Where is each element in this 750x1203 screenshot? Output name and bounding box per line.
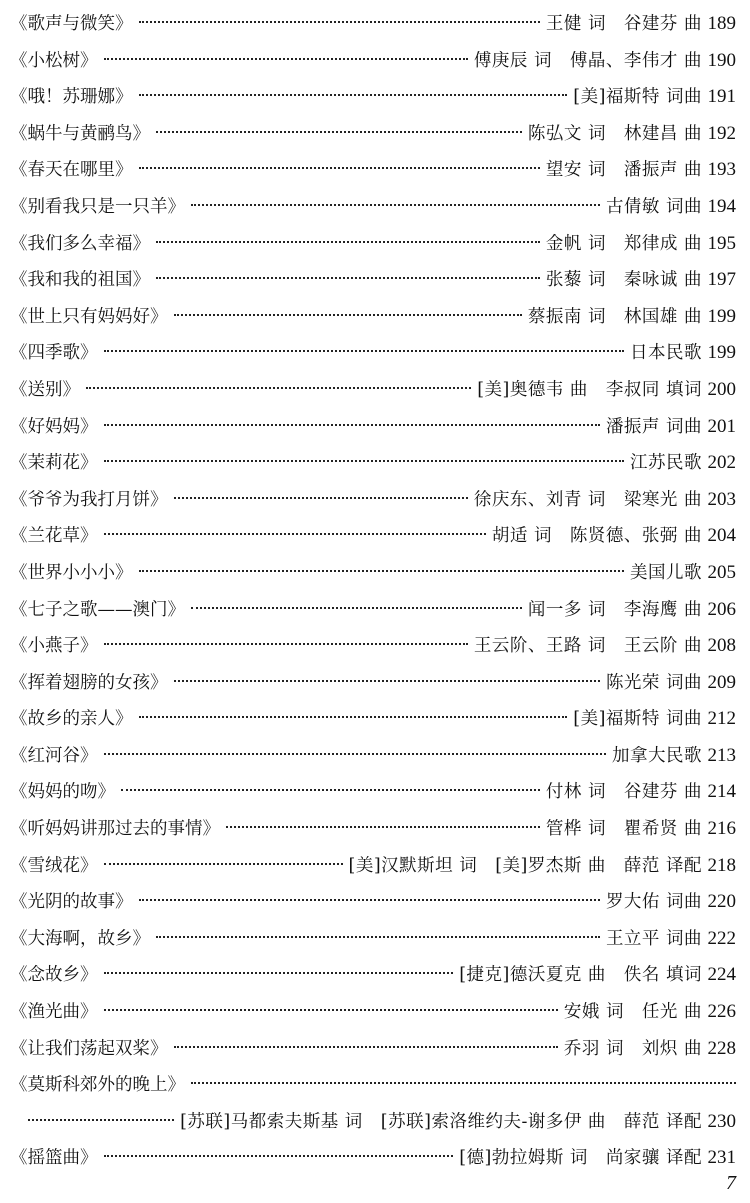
toc-entry	[10, 299, 736, 336]
dot-leader	[156, 131, 522, 133]
page-ref: 193	[707, 159, 736, 181]
page-ref: 222	[707, 927, 736, 949]
toc-entry	[10, 1067, 736, 1104]
song-credit: 陈弘文 词 林建昌 曲	[527, 123, 702, 144]
song-title: 《我和我的祖国》	[10, 270, 150, 291]
toc-entry	[10, 6, 736, 43]
dot-leader	[104, 1009, 558, 1011]
page-number: 7	[726, 1172, 736, 1194]
song-title: 《世界小小小》	[10, 562, 133, 583]
dot-leader	[104, 643, 468, 645]
toc-entry	[10, 445, 736, 482]
toc-entry	[10, 701, 736, 738]
toc-entry	[10, 994, 736, 1031]
song-credit: [捷克]德沃夏克 曲 佚名 填词	[459, 965, 702, 986]
page-ref: 204	[707, 525, 736, 547]
song-credit: 安娥 词 任光 曲	[563, 1002, 702, 1023]
dot-leader	[226, 826, 540, 828]
song-credit: 付林 词 谷建芬 曲	[545, 782, 702, 803]
song-credit: 金帆 词 郑律成 曲	[545, 233, 702, 254]
page-ref: 200	[707, 378, 736, 400]
toc-entry	[10, 811, 736, 848]
dot-leader	[139, 899, 600, 901]
toc-entry	[10, 226, 736, 263]
dot-leader	[156, 936, 600, 938]
page-ref: 194	[707, 195, 736, 217]
dot-leader	[191, 1082, 736, 1084]
song-title: 《哦！苏珊娜》	[10, 87, 133, 108]
dot-leader	[139, 94, 568, 96]
toc-entry	[10, 482, 736, 519]
page-ref: 201	[707, 415, 736, 437]
toc-entry	[10, 518, 736, 555]
song-title: 《送别》	[10, 379, 80, 400]
page-ref: 195	[707, 232, 736, 254]
song-credit: 王健 词 谷建芬 曲	[545, 14, 702, 34]
song-credit: 胡适 词 陈贤德、张弼 曲	[491, 526, 702, 547]
song-title: 《小松树》	[10, 50, 98, 71]
song-title: 《摇篮曲》	[10, 1148, 98, 1169]
dot-leader	[121, 789, 540, 791]
dot-leader	[174, 1046, 558, 1048]
dot-leader	[174, 680, 600, 682]
page-ref: 228	[707, 1037, 736, 1059]
song-title: 《听妈妈讲那过去的事情》	[10, 819, 220, 840]
song-title: 《兰花草》	[10, 526, 98, 547]
toc-entry	[10, 116, 736, 153]
song-title: 《渔光曲》	[10, 1002, 98, 1023]
song-credit: 管桦 词 瞿希贤 曲	[545, 819, 702, 840]
page-ref: 218	[707, 854, 736, 876]
song-title: 《红河谷》	[10, 745, 98, 766]
song-title: 《四季歌》	[10, 343, 98, 364]
page-ref: 231	[707, 1147, 736, 1169]
page-ref: 214	[707, 781, 736, 803]
dot-leader	[191, 204, 600, 206]
song-credit: 王立平 词曲	[605, 928, 702, 949]
page-ref: 202	[707, 452, 736, 474]
song-title: 《光阴的故事》	[10, 892, 133, 913]
table-of-contents	[10, 6, 736, 1177]
page-ref: 230	[707, 1110, 736, 1132]
toc-entry	[10, 262, 736, 299]
song-credit: 蔡振南 词 林国雄 曲	[527, 306, 702, 327]
song-credit: 陈光荣 词曲	[605, 672, 702, 693]
page-ref: 199	[707, 342, 736, 364]
toc-entry	[10, 189, 736, 226]
page-ref: 212	[707, 708, 736, 730]
song-title: 《莫斯科郊外的晚上》	[10, 1075, 185, 1096]
song-credit: [苏联]马都索夫斯基 词 [苏联]索洛维约夫-谢多伊 曲 薛范 译配	[180, 1111, 702, 1132]
song-credit: 日本民歌	[630, 343, 702, 364]
song-credit: 美国儿歌	[630, 562, 702, 583]
song-title: 《爷爷为我打月饼》	[10, 489, 168, 510]
dot-leader	[104, 753, 607, 755]
dot-leader	[104, 58, 468, 60]
toc-entry	[10, 1140, 736, 1177]
toc-entry	[10, 43, 736, 80]
page-ref: 189	[707, 13, 736, 34]
toc-entry	[10, 848, 736, 885]
dot-leader	[139, 21, 540, 23]
song-credit: 闻一多 词 李海鹰 曲	[527, 599, 702, 620]
song-credit: 潘振声 词曲	[605, 416, 702, 437]
dot-leader	[174, 497, 468, 499]
song-title: 《茉莉花》	[10, 453, 98, 474]
dot-leader	[104, 972, 454, 974]
dot-leader	[139, 716, 568, 718]
song-credit: 张藜 词 秦咏诚 曲	[545, 270, 702, 291]
song-credit: [美]汉默斯坦 词 [美]罗杰斯 曲 薛范 译配	[348, 855, 702, 876]
dot-leader	[86, 387, 471, 389]
song-title: 《春天在哪里》	[10, 160, 133, 181]
page-ref: 213	[707, 744, 736, 766]
page-ref: 226	[707, 1001, 736, 1023]
song-credit: 乔羽 词 刘炽 曲	[563, 1038, 702, 1059]
song-credit: 江苏民歌	[630, 453, 702, 474]
dot-leader	[174, 314, 522, 316]
toc-entry	[10, 921, 736, 958]
page-ref: 208	[707, 635, 736, 657]
page-ref: 209	[707, 671, 736, 693]
toc-entry	[10, 884, 736, 921]
song-title: 《挥着翅膀的女孩》	[10, 672, 168, 693]
dot-leader	[104, 350, 625, 352]
toc-entry	[10, 592, 736, 629]
dot-leader	[156, 241, 540, 243]
page-ref: 224	[707, 964, 736, 986]
song-title: 《雪绒花》	[10, 855, 98, 876]
toc-entry	[10, 1031, 736, 1068]
toc-entry	[10, 555, 736, 592]
page-ref: 191	[707, 86, 736, 108]
toc-entry	[10, 335, 736, 372]
page-ref: 206	[707, 598, 736, 620]
page-ref: 203	[707, 488, 736, 510]
song-title: 《七子之歌——澳门》	[10, 599, 185, 620]
toc-entry	[10, 628, 736, 665]
toc-entry	[10, 152, 736, 189]
song-title: 《好妈妈》	[10, 416, 98, 437]
page-ref: 197	[707, 269, 736, 291]
song-credit: 古倩敏 词曲	[605, 196, 702, 217]
song-title: 《大海啊，故乡》	[10, 928, 150, 949]
song-title: 《妈妈的吻》	[10, 782, 115, 803]
song-credit: 望安 词 潘振声 曲	[545, 160, 702, 181]
song-title: 《念故乡》	[10, 965, 98, 986]
dot-leader	[104, 460, 625, 462]
song-credit: 罗大佑 词曲	[605, 892, 702, 913]
dot-leader	[104, 424, 600, 426]
song-credit: 加拿大民歌	[612, 745, 702, 766]
song-credit: [德]勃拉姆斯 词 尚家骧 译配	[459, 1148, 702, 1169]
song-title: 《歌声与微笑》	[10, 14, 133, 34]
song-credit: [美]福斯特 词曲	[573, 709, 702, 730]
song-credit: [美]福斯特 词曲	[573, 87, 702, 108]
song-title: 《别看我只是一只羊》	[10, 196, 185, 217]
toc-entry	[10, 1104, 736, 1141]
song-title: 《小燕子》	[10, 636, 98, 657]
toc-entry	[10, 774, 736, 811]
toc-entry	[10, 738, 736, 775]
page-ref: 220	[707, 891, 736, 913]
dot-leader	[104, 1155, 454, 1157]
song-title: 《蜗牛与黄鹂鸟》	[10, 123, 150, 144]
song-credit: 傅庚辰 词 傅晶、李伟才 曲	[473, 50, 702, 71]
page-ref: 199	[707, 305, 736, 327]
page-ref: 205	[707, 561, 736, 583]
toc-entry	[10, 79, 736, 116]
dot-leader	[104, 533, 486, 535]
page-ref: 216	[707, 818, 736, 840]
song-credit: 王云阶、王路 词 王云阶 曲	[473, 636, 702, 657]
page-ref: 192	[707, 122, 736, 144]
dot-leader	[28, 1119, 174, 1121]
dot-leader	[139, 570, 625, 572]
song-title: 《世上只有妈妈好》	[10, 306, 168, 327]
toc-entry	[10, 957, 736, 994]
toc-entry	[10, 665, 736, 702]
dot-leader	[191, 607, 522, 609]
song-title: 《故乡的亲人》	[10, 709, 133, 730]
page-ref: 190	[707, 49, 736, 71]
song-title: 《让我们荡起双桨》	[10, 1038, 168, 1059]
dot-leader	[139, 167, 540, 169]
song-credit: 徐庆东、刘青 词 梁寒光 曲	[473, 489, 702, 510]
song-credit: [美]奥德韦 曲 李叔同 填词	[477, 379, 702, 400]
toc-entry	[10, 409, 736, 446]
dot-leader	[104, 863, 343, 865]
toc-entry	[10, 372, 736, 409]
song-title: 《我们多么幸福》	[10, 233, 150, 254]
dot-leader	[156, 277, 540, 279]
